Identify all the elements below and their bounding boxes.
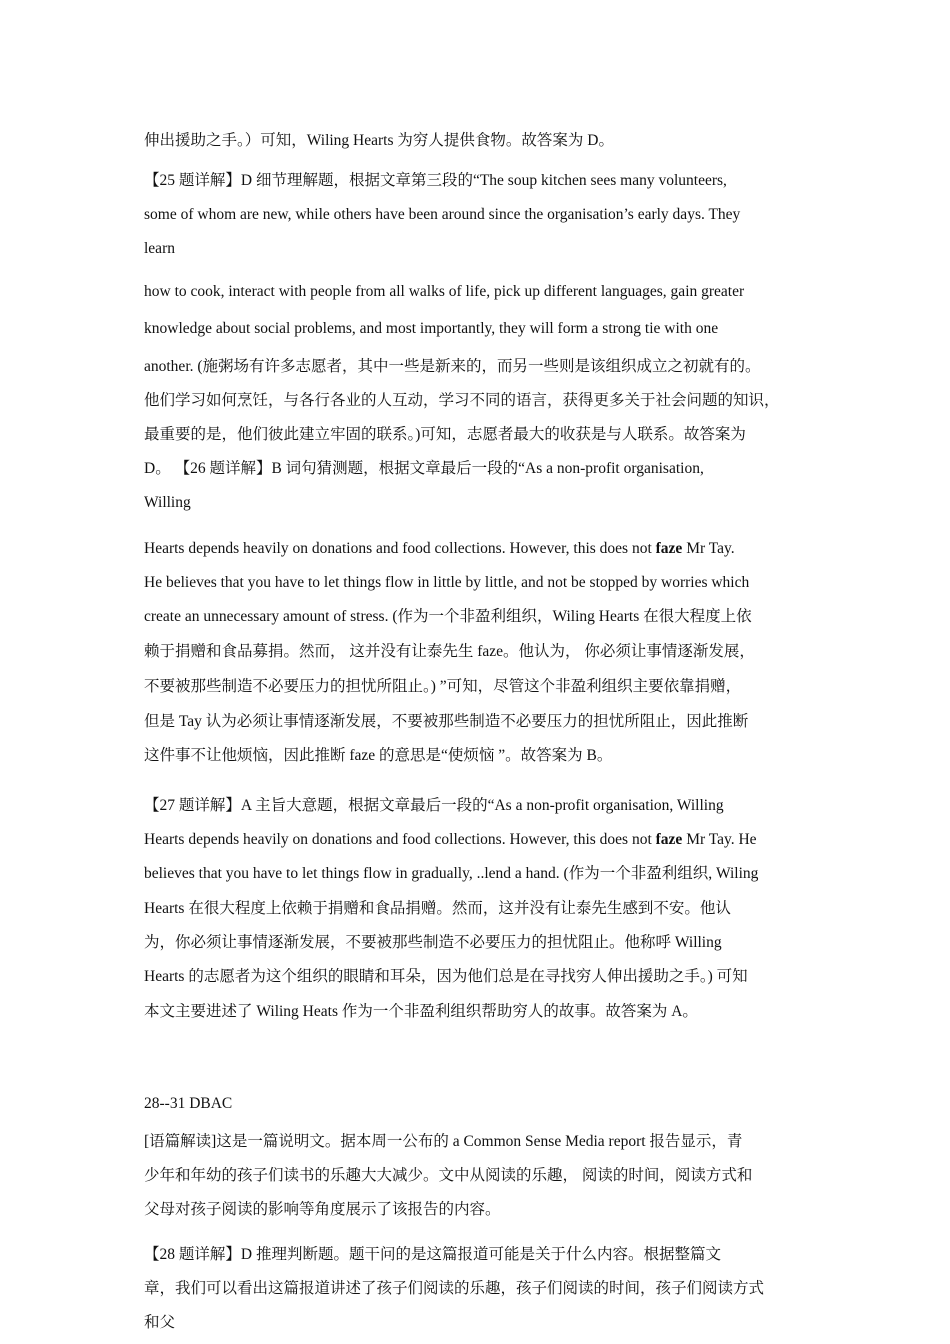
text-line: 父母对孩子阅读的影响等角度展示了该报告的内容。: [144, 1201, 501, 1218]
text-line: 这件事不让他烦恼，因此推断 faze 的意思是“使烦恼 ”。故答案为 B。: [144, 747, 613, 764]
text-line: how to cook, interact with people from all walks of life, pick up different languages, gain greater: [144, 283, 745, 300]
text-line: Hearts depends heavily on donations and food collections. However, this does not faze Mr Tay. He: [144, 831, 757, 848]
text-line: create an unnecessary amount of stress. (作为一个非盈利组织，Wiling Hearts 在很大程度上依: [144, 608, 752, 625]
text-line: 章，我们可以看出这篇报道讲述了孩子们阅读的乐趣，孩子们阅读的时间，孩子们阅读方式: [144, 1280, 765, 1297]
text-line: some of whom are new, while others have been around since the organisation’s early days. They: [144, 206, 741, 223]
text-line: 但是 Tay 认为必须让事情逐渐发展，不要被那些制造不必要压力的担忧所阻止，因此推断: [144, 713, 749, 730]
text-line: 【28 题详解】D 推理判断题。题干问的是这篇报道可能是关于什么内容。根据整篇文: [144, 1246, 721, 1263]
text-line: 少年和年幼的孩子们读书的乐趣大大减少。文中从阅读的乐趣， 阅读的时间，阅读方式和: [144, 1167, 753, 1184]
bold-term: faze: [655, 540, 683, 557]
text-line: Willing: [144, 494, 191, 511]
text-line: 为，你必须让事情逐渐发展，不要被那些制造不必要压力的担忧阻止。他称呼 Willing: [144, 934, 722, 951]
text-line: learn: [144, 240, 175, 257]
text-line: Hearts depends heavily on donations and food collections. However, this does not faze Mr Tay.: [144, 540, 735, 557]
text-line: 最重要的是，他们彼此建立牢固的联系。)可知，志愿者最大的收获是与人联系。故答案为: [144, 426, 746, 443]
text-line: 他们学习如何烹饪，与各行各业的人互动，学习不同的语言，获得更多关于社会问题的知识，: [144, 392, 780, 409]
text-line: He believes that you have to let things flow in little by little, and not be stopped by worries which: [144, 574, 750, 591]
text-line: [语篇解读]这是一篇说明文。据本周一公布的 a Common Sense Media report 报告显示，青: [144, 1133, 743, 1150]
text-line: 本文主要进述了 Wiling Heats 作为一个非盈利组织帮助穷人的故事。故答案为 A。: [144, 1003, 698, 1020]
text-line: another. (施粥场有许多志愿者，其中一些是新来的，而另一些则是该组织成立之初就有的。: [144, 358, 761, 375]
text-line: 赖于捐赠和食品募捐。然而， 这并没有让泰先生 faze。他认为， 你必须让事情逐渐发展，: [144, 643, 755, 660]
text-line: 不要被那些制造不必要压力的担忧所阻止。) ”可知，尽管这个非盈利组织主要依靠捐赠，: [144, 678, 742, 695]
answer-key: 28--31 DBAC: [144, 1095, 233, 1112]
text-line: D。 【26 题详解】B 词句猜测题，根据文章最后一段的“As a non-profit organisation,: [144, 460, 704, 477]
text-line: Hearts 在很大程度上依赖于捐赠和食品捐赠。然而，这并没有让泰先生感到不安。他认: [144, 900, 731, 917]
text-line: 【27 题详解】A 主旨大意题，根据文章最后一段的“As a non-profit organisation, Willing: [144, 797, 724, 814]
text-line: Hearts 的志愿者为这个组织的眼睛和耳朵，因为他们总是在寻找穷人伸出援助之手。) 可知: [144, 968, 748, 985]
text-line: 【25 题详解】D 细节理解题，根据文章第三段的“The soup kitchen sees many volunteers,: [144, 172, 727, 189]
text-line: knowledge about social problems, and most importantly, they will form a strong tie with one: [144, 320, 719, 337]
text-line: believes that you have to let things flow in gradually, ..lend a hand. (作为一个非盈利组织, Wiling: [144, 865, 759, 882]
text-line: 和父: [144, 1314, 176, 1331]
bold-term: faze: [655, 831, 683, 848]
text-line: 伸出援助之手。）可知，Wiling Hearts 为穷人提供食物。故答案为 D。: [144, 132, 614, 149]
